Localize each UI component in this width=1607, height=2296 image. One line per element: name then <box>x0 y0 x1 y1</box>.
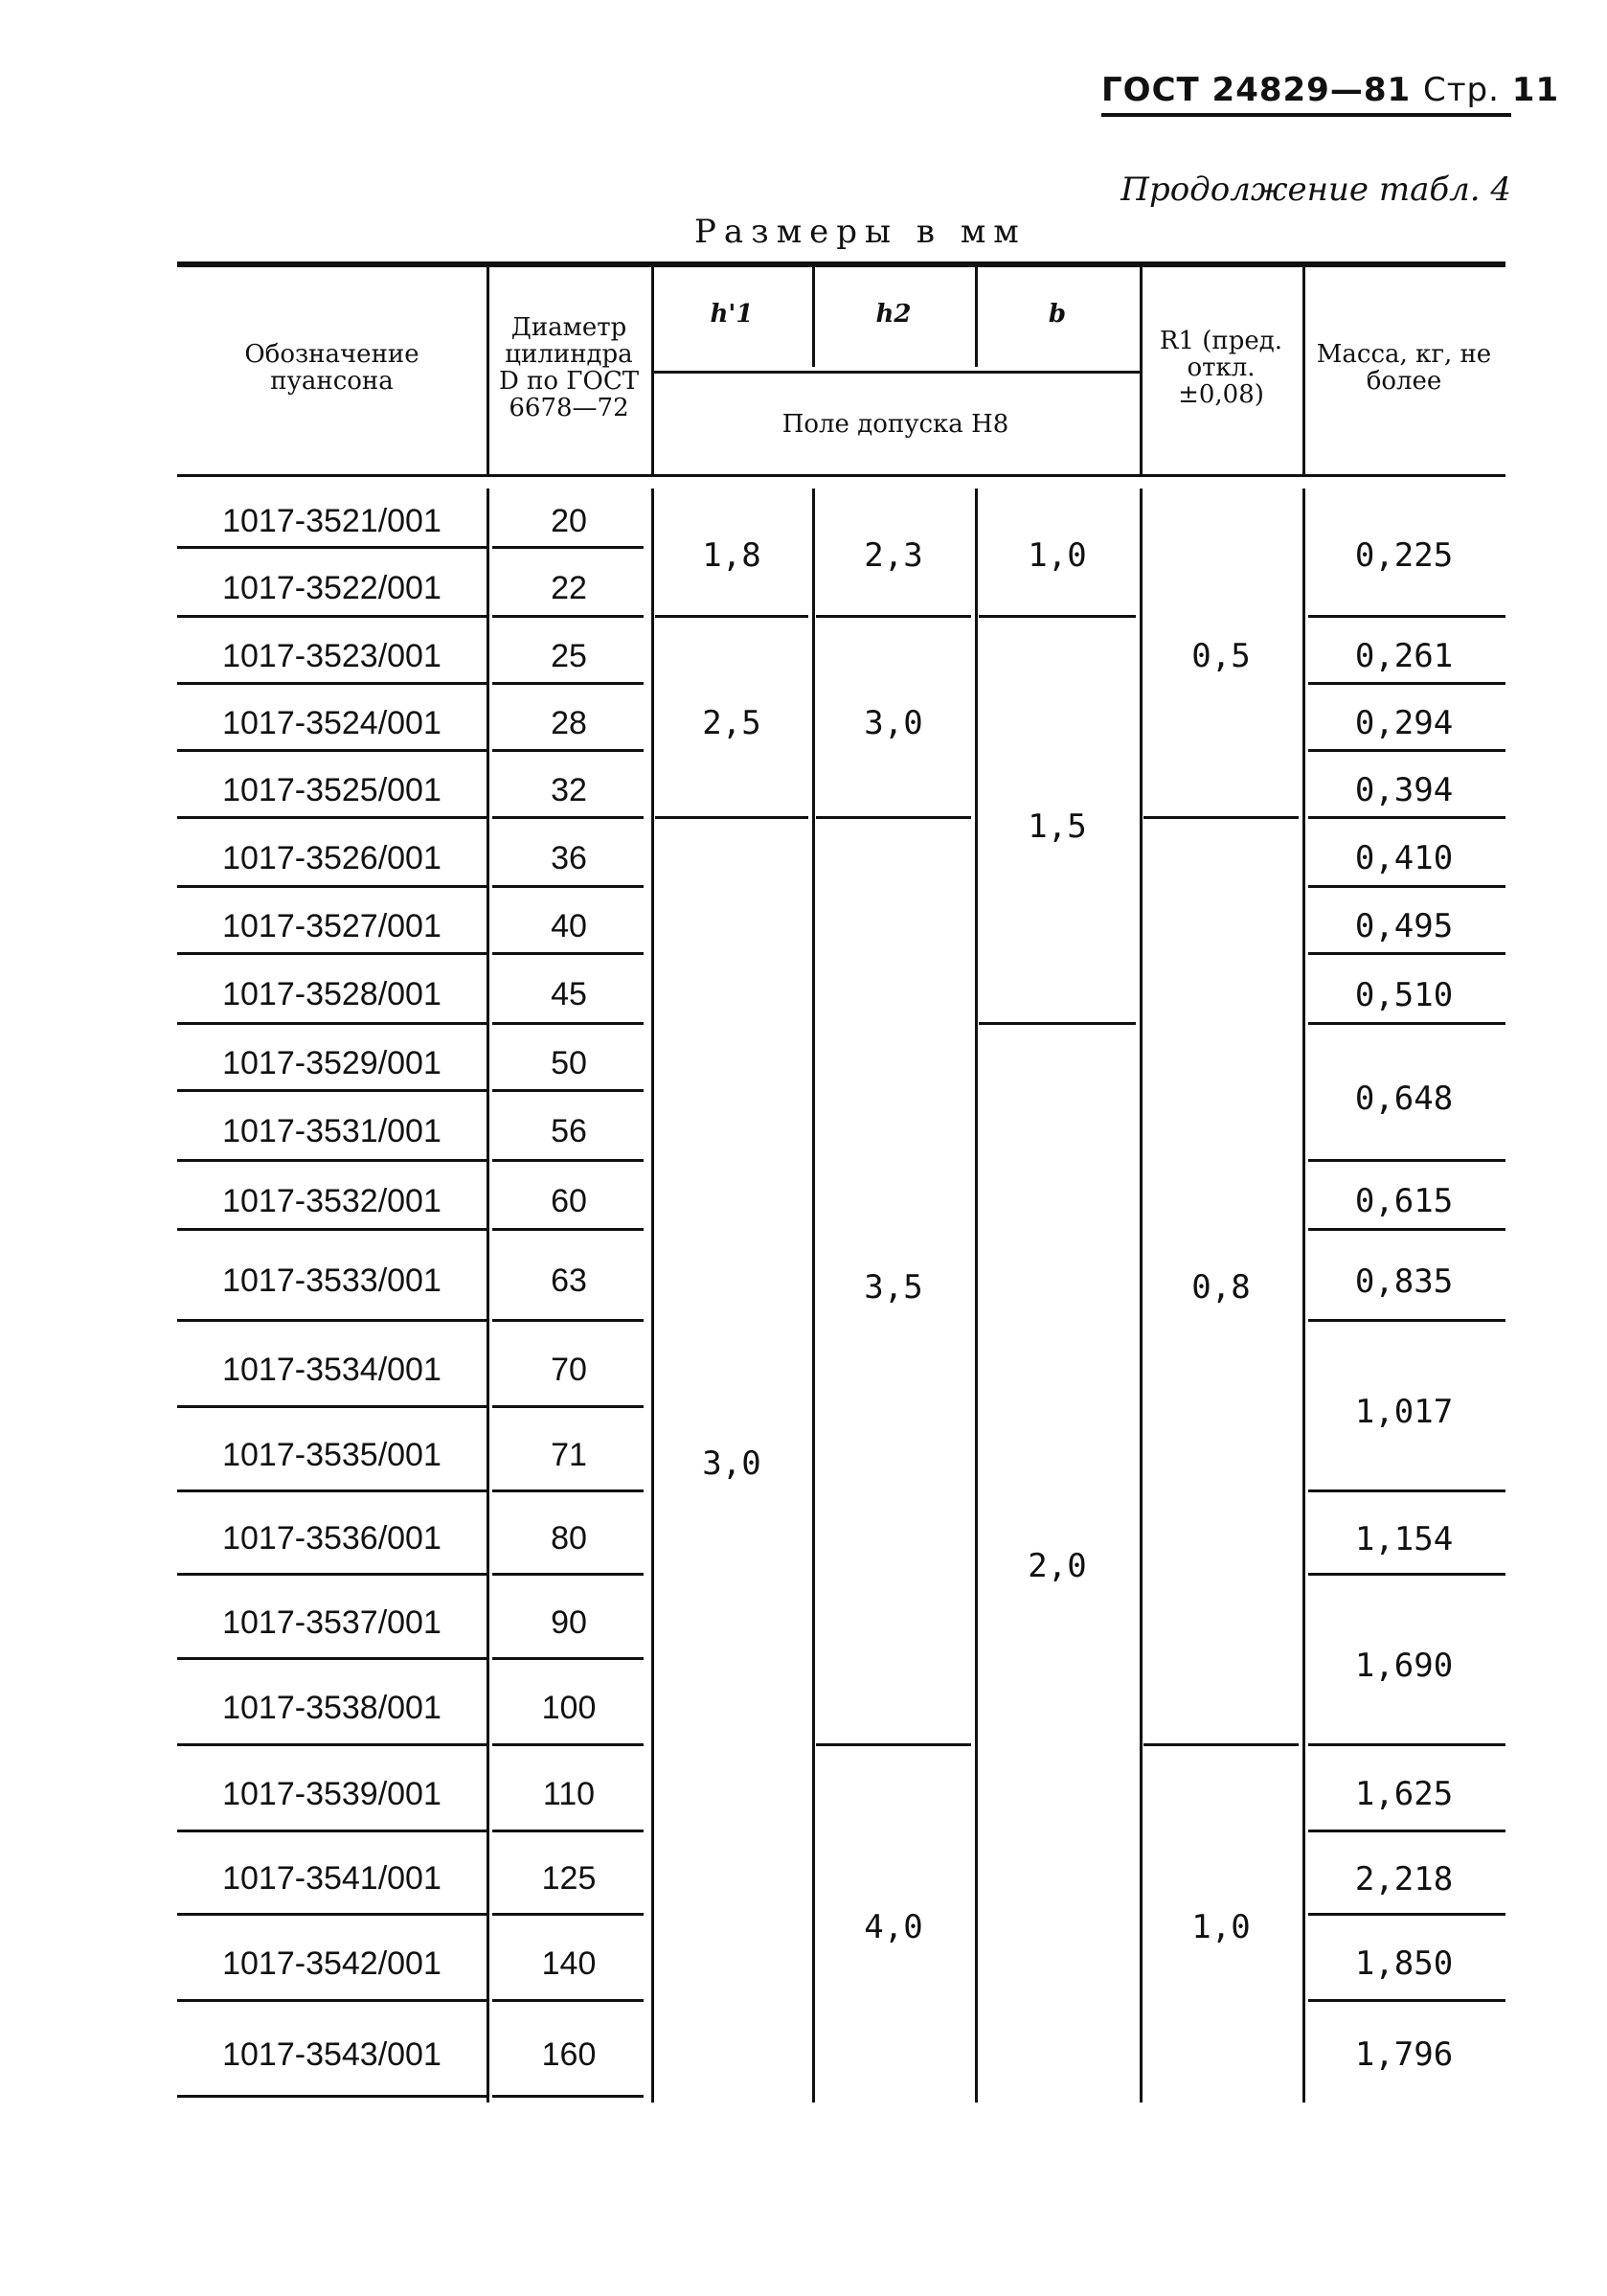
page-number: 11 <box>1511 71 1560 109</box>
row-diameter: 110 <box>542 1775 596 1812</box>
row-rule <box>492 816 644 819</box>
group-rule <box>655 816 808 819</box>
row-rule <box>492 952 644 955</box>
row-diameter: 70 <box>551 1351 587 1388</box>
mass-value: 0,410 <box>1354 839 1454 877</box>
row-code: 1017-3539/001 <box>222 1775 441 1812</box>
row-code: 1017-3538/001 <box>222 1689 441 1726</box>
group-rule <box>816 615 971 618</box>
table-header-bottom-rule <box>177 474 1505 477</box>
mass-rule <box>1308 1743 1505 1746</box>
row-code: 1017-3521/001 <box>222 502 441 539</box>
row-diameter: 45 <box>551 976 587 1012</box>
group-rule <box>655 615 808 618</box>
row-rule <box>177 1159 487 1162</box>
row-rule <box>177 1743 487 1746</box>
row-code: 1017-3541/001 <box>222 1860 441 1897</box>
group-rule <box>1143 1743 1299 1746</box>
mass-value: 1,625 <box>1354 1775 1454 1813</box>
row-rule <box>492 1913 644 1916</box>
mass-rule <box>1308 1999 1505 2002</box>
mass-value: 0,261 <box>1354 637 1454 675</box>
row-rule <box>492 1405 644 1408</box>
row-rule <box>177 816 487 819</box>
row-diameter: 125 <box>541 1860 597 1897</box>
h2-value: 3,5 <box>864 1268 923 1307</box>
row-rule <box>492 1743 644 1746</box>
row-diameter: 71 <box>551 1436 587 1473</box>
mass-value: 0,510 <box>1354 975 1454 1014</box>
row-rule <box>492 2095 644 2098</box>
header-code: Обозначение пуансона <box>244 340 419 396</box>
mass-value: 0,225 <box>1354 536 1454 575</box>
units-label: Размеры в мм <box>694 213 1027 251</box>
h2-value: 4,0 <box>864 1907 923 1946</box>
row-rule <box>492 1159 644 1162</box>
row-diameter: 63 <box>551 1262 587 1299</box>
h2-value: 2,3 <box>864 536 923 575</box>
page-header <box>1101 71 1559 109</box>
group-rule <box>816 1743 971 1746</box>
mass-rule <box>1308 615 1505 618</box>
row-diameter: 80 <box>551 1520 587 1557</box>
row-code: 1017-3533/001 <box>222 1262 441 1299</box>
row-diameter: 50 <box>551 1044 587 1081</box>
row-rule <box>492 546 644 549</box>
row-rule <box>177 1228 487 1231</box>
r1-value: 0,8 <box>1191 1268 1251 1307</box>
row-rule <box>177 1405 487 1408</box>
b-value: 1,0 <box>1028 536 1087 575</box>
mass-rule <box>1308 885 1505 888</box>
row-code: 1017-3527/001 <box>222 907 441 944</box>
row-code: 1017-3531/001 <box>222 1113 441 1149</box>
row-rule <box>177 1999 487 2002</box>
row-code: 1017-3543/001 <box>222 2035 441 2073</box>
mass-value: 2,218 <box>1354 1859 1454 1898</box>
h1-value: 1,8 <box>702 536 761 575</box>
row-rule <box>492 749 644 752</box>
mass-value: 1,690 <box>1354 1647 1454 1685</box>
row-rule <box>492 1228 644 1231</box>
row-rule <box>177 749 487 752</box>
header-diameter: Диаметр цилиндра D по ГОСТ 6678—72 <box>498 313 640 422</box>
row-rule <box>177 1657 487 1660</box>
header-rule <box>1101 113 1511 117</box>
row-rule <box>177 1319 487 1322</box>
row-rule <box>177 546 487 549</box>
row-code: 1017-3536/001 <box>222 1520 441 1557</box>
row-code: 1017-3535/001 <box>222 1436 441 1473</box>
row-rule <box>177 682 487 685</box>
row-code: 1017-3528/001 <box>222 976 441 1012</box>
gost-number: ГОСТ 24829—81 <box>1101 71 1412 109</box>
row-rule <box>492 1022 644 1025</box>
mass-value: 1,017 <box>1354 1393 1454 1431</box>
row-code: 1017-3523/001 <box>222 637 441 674</box>
row-code: 1017-3542/001 <box>222 1944 441 1982</box>
header-tolerance: Поле допуска Н8 <box>781 409 1009 439</box>
row-diameter: 100 <box>541 1689 597 1726</box>
b-value: 1,5 <box>1028 807 1087 846</box>
mass-rule <box>1308 952 1505 955</box>
row-rule <box>177 885 487 888</box>
h2-value: 3,0 <box>864 704 923 742</box>
mass-value: 1,796 <box>1354 2035 1454 2074</box>
mass-rule <box>1308 1830 1505 1832</box>
row-diameter: 36 <box>551 839 587 876</box>
row-rule <box>492 1089 644 1092</box>
row-diameter: 32 <box>551 771 587 808</box>
h1-value: 3,0 <box>702 1444 761 1483</box>
row-rule <box>177 1089 487 1092</box>
mass-rule <box>1308 682 1505 685</box>
table-continuation-label: Продолжение табл. 4 <box>1120 170 1511 209</box>
row-rule <box>492 885 644 888</box>
row-diameter: 25 <box>551 637 587 674</box>
header-b: b <box>1048 300 1067 329</box>
row-rule <box>177 1830 487 1832</box>
row-diameter: 20 <box>551 502 587 539</box>
group-rule <box>1143 816 1299 819</box>
row-code: 1017-3537/001 <box>222 1603 441 1641</box>
h1-value: 2,5 <box>702 704 761 742</box>
row-code: 1017-3534/001 <box>222 1351 441 1388</box>
row-rule <box>177 2095 487 2098</box>
header-mass: Масса, кг, не более <box>1316 340 1492 396</box>
row-rule <box>492 1657 644 1660</box>
row-rule <box>492 1319 644 1322</box>
r1-value: 1,0 <box>1191 1907 1251 1946</box>
header-r1: R1 (пред. откл. ±0,08) <box>1159 327 1283 409</box>
mass-value: 0,394 <box>1354 771 1454 809</box>
row-code: 1017-3529/001 <box>222 1044 441 1081</box>
group-rule <box>816 816 971 819</box>
row-diameter: 28 <box>551 704 587 741</box>
row-code: 1017-3524/001 <box>222 704 441 741</box>
row-diameter: 40 <box>551 907 587 944</box>
row-rule <box>492 682 644 685</box>
row-diameter: 160 <box>541 2035 597 2073</box>
mass-value: 0,495 <box>1354 907 1454 945</box>
mass-rule <box>1308 749 1505 752</box>
mass-value: 0,615 <box>1354 1182 1454 1220</box>
mass-rule <box>1308 1573 1505 1576</box>
mass-rule <box>1308 1489 1505 1492</box>
row-diameter: 60 <box>551 1182 587 1219</box>
r1-value: 0,5 <box>1191 637 1251 675</box>
row-rule <box>492 615 644 618</box>
b-value: 2,0 <box>1028 1547 1087 1585</box>
row-diameter: 90 <box>551 1603 587 1641</box>
row-code: 1017-3525/001 <box>222 771 441 808</box>
mass-value: 0,648 <box>1354 1079 1454 1118</box>
mass-value: 0,294 <box>1354 704 1454 742</box>
row-rule <box>492 1573 644 1576</box>
header-h1: h'1 <box>710 300 754 329</box>
row-rule <box>492 1830 644 1832</box>
group-rule <box>979 1022 1136 1025</box>
row-diameter: 56 <box>551 1113 587 1149</box>
row-code: 1017-3532/001 <box>222 1182 441 1219</box>
group-rule <box>979 615 1136 618</box>
mass-value: 1,850 <box>1354 1944 1454 1983</box>
mass-rule <box>1308 1022 1505 1025</box>
row-rule <box>177 952 487 955</box>
row-rule <box>177 1913 487 1916</box>
mass-value: 1,154 <box>1354 1519 1454 1558</box>
row-rule <box>177 615 487 618</box>
row-diameter: 140 <box>541 1944 597 1982</box>
row-code: 1017-3526/001 <box>222 839 441 876</box>
row-rule <box>177 1022 487 1025</box>
header-h2: h2 <box>875 300 912 329</box>
mass-rule <box>1308 1159 1505 1162</box>
row-rule <box>492 1489 644 1492</box>
mass-rule <box>1308 1319 1505 1322</box>
row-rule <box>492 1999 644 2002</box>
row-diameter: 22 <box>551 569 587 606</box>
mass-value: 0,835 <box>1354 1262 1454 1301</box>
mass-rule <box>1308 816 1505 819</box>
mass-rule <box>1308 1913 1505 1916</box>
row-rule <box>177 1573 487 1576</box>
row-code: 1017-3522/001 <box>222 569 441 606</box>
page-label: Стр. <box>1423 71 1500 109</box>
row-rule <box>177 1489 487 1492</box>
mass-rule <box>1308 1228 1505 1231</box>
